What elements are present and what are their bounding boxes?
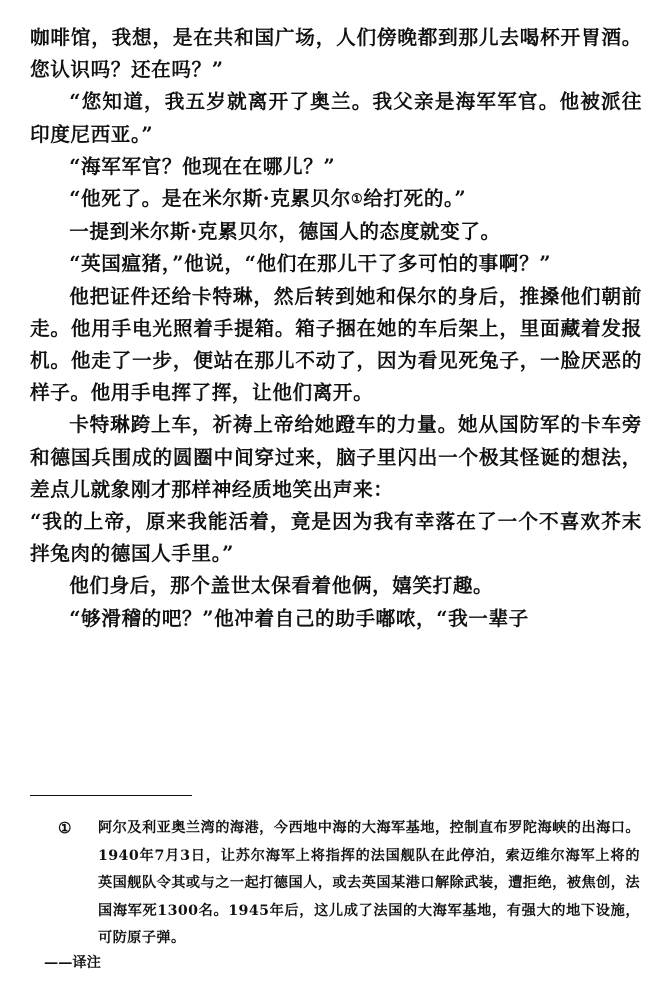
footnote-text: 阿尔及利亚奥兰湾的海港，今西地中海的大海军基地，控制直布罗陀海峡的出海口。1940年7月3日，让苏尔海军上将指挥的法国舰队在此停泊，索迈维尔海军上将的英国舰队令其或与之一起打德国人，或去英国某港口解除武装，遭拒绝，被焦创，法国海军死1300名。1945年后，这儿成了法国的大海军基地，有强大的地下设施，可防原子弹。 [98,820,640,946]
paragraph: 咖啡馆，我想，是在共和国广场，人们傍晚都到那儿去喝杯开胃酒。您认识吗？还在吗？” [30,26,642,82]
paragraph [30,183,642,216]
footnote-divider [30,795,192,796]
footnote-marker: ① [58,819,72,837]
footnote-signature: ——译注 [44,955,101,971]
paragraph: 他把证件还给卡特琳，然后转到她和保尔的身后，推搡他们朝前走。他用手电光照着手提箱。箱子捆在她的车后架上，里面藏着发报机。他走了一步，便站在那儿不动了，因为看见死兔子，一脸厌恶的样子。他用手电挥了挥，让他们离开。 [30,284,642,405]
paragraph: “英国瘟猪，”他说，“他们在那儿干了多可怕的事啊？” [69,252,552,276]
paragraph: “您知道，我五岁就离开了奥兰。我父亲是海军军官。他被派往印度尼西亚。” [30,90,642,146]
main-text [30,22,642,635]
paragraph: “我的上帝，原来我能活着，竟是因为我有幸落在了一个不喜欢芥末拌兔肉的德国人手里。” [30,510,642,566]
paragraph: “够滑稽的吧？”他冲着自己的助手嘟哝，“我一辈子 [69,606,529,630]
paragraph: 卡特琳跨上车，祈祷上帝给她蹬车的力量。她从国防军的卡车旁和德国兵围成的圆圈中间穿过来，脑子里闪出一个极其怪诞的想法，差点儿就象刚才那样神经质地笑出声来： [30,413,642,501]
paragraph: 一提到米尔斯·克累贝尔，德国人的态度就变了。 [69,220,501,244]
paragraph-text: “他死了。是在米尔斯·克累贝尔 [69,187,351,211]
footnote [58,815,640,953]
footnote-reference: ① [351,192,364,208]
paragraph-text: 给打死的。” [363,187,467,211]
paragraph: “海军军官？他现在在哪儿？” [69,154,336,178]
paragraph: 他们身后，那个盖世太保看着他俩，嬉笑打趣。 [69,574,494,598]
